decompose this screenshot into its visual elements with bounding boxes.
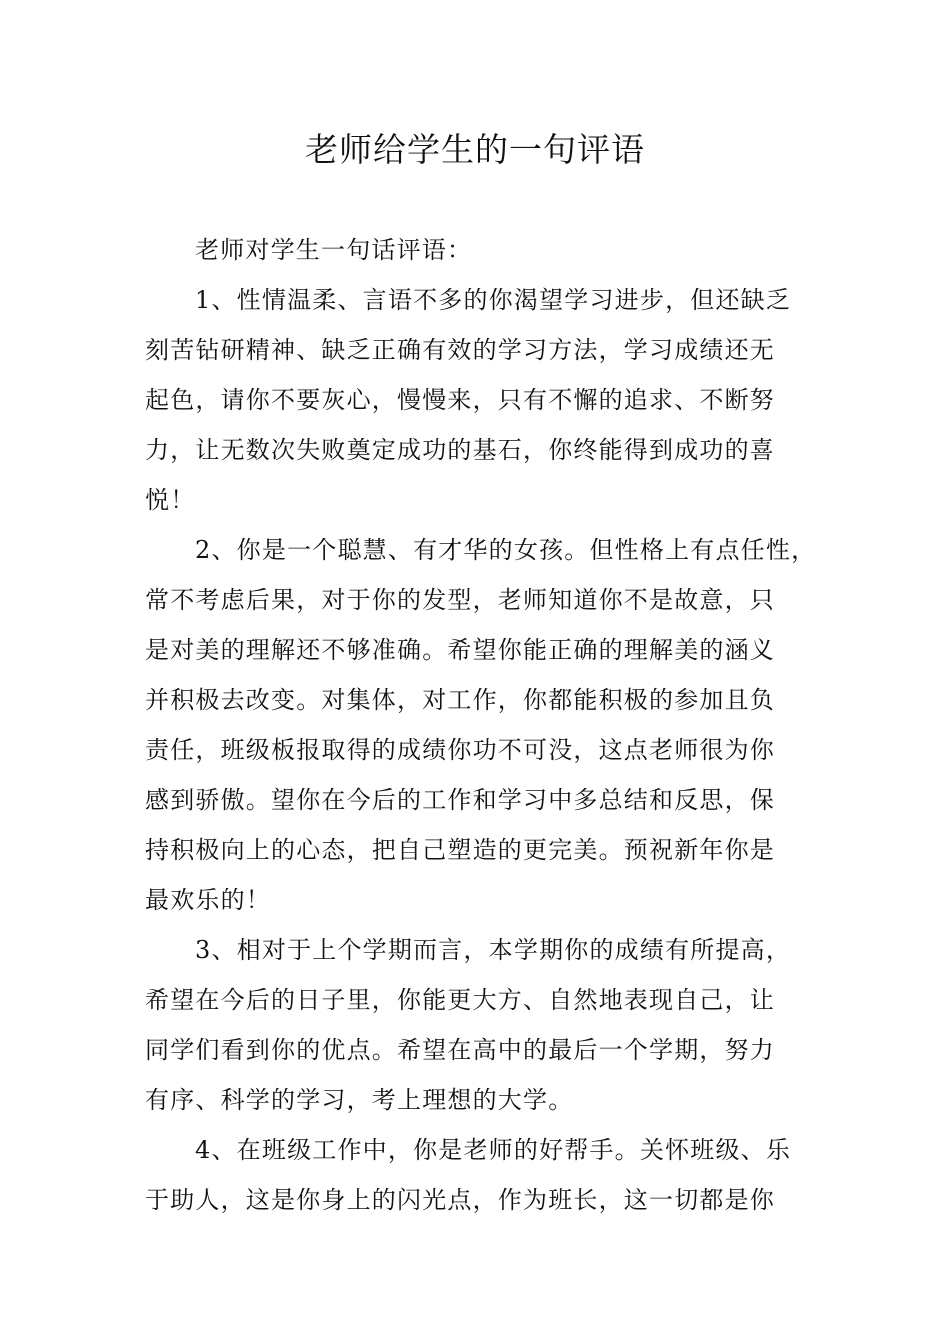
body-line: 希望在今后的日子里，你能更大方、自然地表现自己，让 bbox=[145, 986, 775, 1014]
body-line: 3、相对于上个学期而言，本学期你的成绩有所提高， bbox=[195, 936, 792, 964]
body-line: 感到骄傲。望你在今后的工作和学习中多总结和反思，保 bbox=[145, 786, 775, 814]
body-line: 1、性情温柔、言语不多的你渴望学习进步，但还缺乏 bbox=[195, 286, 792, 314]
body-line: 起色，请你不要灰心，慢慢来，只有不懈的追求、不断努 bbox=[145, 386, 775, 414]
body-line: 有序、科学的学习，考上理想的大学。 bbox=[145, 1086, 574, 1114]
document-body bbox=[145, 225, 817, 1225]
body-line: 2、你是一个聪慧、有才华的女孩。但性格上有点任性， bbox=[195, 536, 817, 564]
body-line: 悦！ bbox=[145, 486, 196, 514]
body-line: 于助人，这是你身上的闪光点，作为班长，这一切都是你 bbox=[145, 1186, 775, 1214]
body-line: 老师对学生一句话评语： bbox=[195, 236, 473, 264]
body-line: 并积极去改变。对集体，对工作，你都能积极的参加且负 bbox=[145, 686, 775, 714]
body-line: 是对美的理解还不够准确。希望你能正确的理解美的涵义 bbox=[145, 636, 775, 664]
body-line: 持积极向上的心态，把自己塑造的更完美。预祝新年你是 bbox=[145, 836, 775, 864]
body-line: 同学们看到你的优点。希望在高中的最后一个学期，努力 bbox=[145, 1036, 775, 1064]
body-line: 责任，班级板报取得的成绩你功不可没，这点老师很为你 bbox=[145, 736, 775, 764]
body-line: 刻苦钻研精神、缺乏正确有效的学习方法，学习成绩还无 bbox=[145, 336, 775, 364]
body-line: 常不考虑后果，对于你的发型，老师知道你不是故意，只 bbox=[145, 586, 775, 614]
document-title: 老师给学生的一句评语 bbox=[305, 130, 645, 169]
body-line: 力，让无数次失败奠定成功的基石，你终能得到成功的喜 bbox=[145, 436, 775, 464]
body-line: 4、在班级工作中，你是老师的好帮手。关怀班级、乐 bbox=[195, 1136, 792, 1164]
body-line: 最欢乐的！ bbox=[145, 886, 271, 914]
